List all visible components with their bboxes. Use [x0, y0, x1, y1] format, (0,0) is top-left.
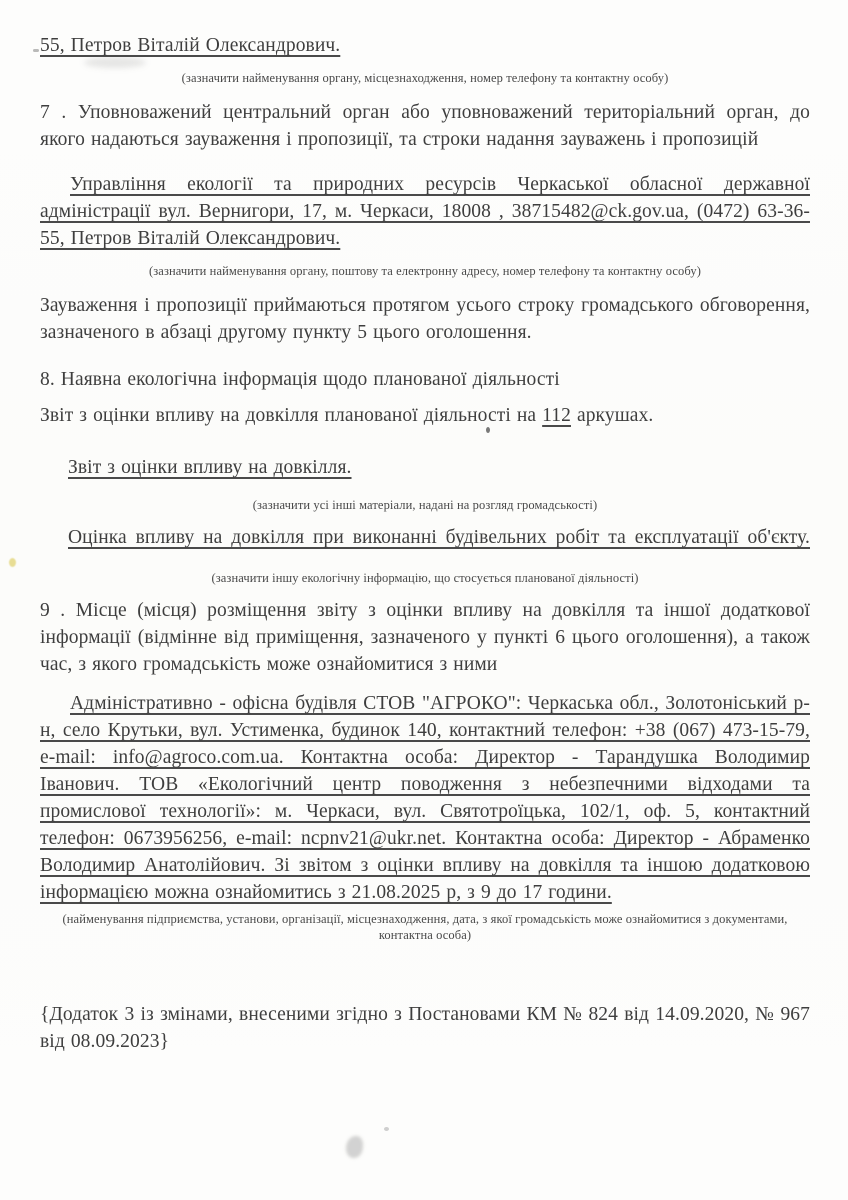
- section-7-heading: 7 . Уповноважений центральний орган або уповноважений територіальний орган, до якого надаються зауваження і пропозиції, та строки надання зауважень і пропозицій: [40, 102, 810, 150]
- section-9-locations-text: Адміністративно - офісна будівля СТОВ "АГРОКО": Черкаська обл., Золотоніський р-н, село Крутьки, вул. Устименка, будинок 140, контактний телефон: +38 (067) 473-15-79, e-mail: info@agroco.com.ua. Контактна особа: Директор - Тарандушка Володимир Іванович. ТОВ «Екологічний центр поводження з небезпечними відходами та промислової технології»: м. Черкаси, вул. Святотроїцька, 102/1, оф. 5, контактний телефон: 0673956256, e-mail: ncpnv21@ukr.net. Контактна особа: Директор - Абраменко Володимир Анатолійович. Зі звітом з оцінки впливу на довкілля та іншою додатковою інформацією можна ознайомитись з 21.08.2025 р, з 9 до 17 години.: [40, 693, 810, 903]
- scan-artifact-yellow-speck: [9, 558, 16, 567]
- scan-artifact-dot-bottom: [384, 1127, 389, 1131]
- section-8-materials-text: Звіт з оцінки впливу на довкілля.: [68, 457, 352, 478]
- section-7-note-paragraph: Зауваження і пропозиції приймаються протягом усього строку громадського обговорення, зазначеного в абзаці другому пункту 5 цього оголошення.: [40, 295, 810, 343]
- field-caption-other-materials: (зазначити усі інші матеріали, надані на розгляд громадськості): [252, 498, 598, 512]
- report-line-suffix: аркушах.: [570, 405, 654, 426]
- field-caption-authority-location: (зазначити найменування органу, місцезнаходження, номер телефону та контактну особу): [181, 71, 669, 85]
- field-caption-authority-address: (зазначити найменування органу, поштову та електронну адресу, номер телефону та контактну особу): [149, 264, 701, 278]
- report-pages-count: 112: [542, 405, 571, 426]
- section-8-other-info-text: Оцінка впливу на довкілля при виконанні будівельних робіт та експлуатації об'єкту.: [68, 527, 810, 548]
- section-8-heading: 8. Наявна екологічна інформація щодо планованої діяльності: [40, 369, 560, 390]
- continuation-text: 55, Петров Віталій Олександрович.: [40, 35, 341, 56]
- section-8-materials-line: [40, 454, 810, 481]
- field-caption-other-eco-info: (зазначити іншу екологічну інформацію, що стосується планованої діяльності): [211, 571, 639, 585]
- section-9-locations-paragraph: [40, 690, 810, 906]
- field-caption-enterprise-info: (найменування підприємства, установи, організації, місцезнаходження, дата, з якої громадськість може ознайомитися з документами, контактна особа): [62, 912, 788, 942]
- scan-artifact-smudge-bottom: [346, 1136, 363, 1158]
- scan-artifact-tick: [33, 49, 39, 52]
- footer-amendments-note: {Додаток 3 із змінами, внесеними згідно з Постановами КМ № 824 від 14.09.2020, № 967 від 08.09.2023}: [40, 1004, 810, 1052]
- section-8-report-line: [40, 402, 810, 429]
- section-9-heading: 9 . Місце (місця) розміщення звіту з оцінки впливу на довкілля та іншої додаткової інформації (відмінне від приміщення, зазначеного у пункті 6 цього оголошення), а також час, з якого громадськість може ознайомитися з ними: [40, 600, 810, 675]
- report-line-prefix: Звіт з оцінки впливу на довкілля планованої діяльності на: [40, 405, 543, 426]
- section-7-authority-paragraph: [40, 171, 810, 252]
- section-7-authority-text: Управління екології та природних ресурсів Черкаської обласної державної адміністрації вул. Вернигори, 17, м. Черкаси, 18008 , 38715482@ck.gov.ua, (0472) 63-36-55, Петров Віталій Олександрович.: [40, 174, 810, 249]
- continuation-line: [40, 32, 810, 59]
- section-8-other-info-line: [40, 524, 810, 551]
